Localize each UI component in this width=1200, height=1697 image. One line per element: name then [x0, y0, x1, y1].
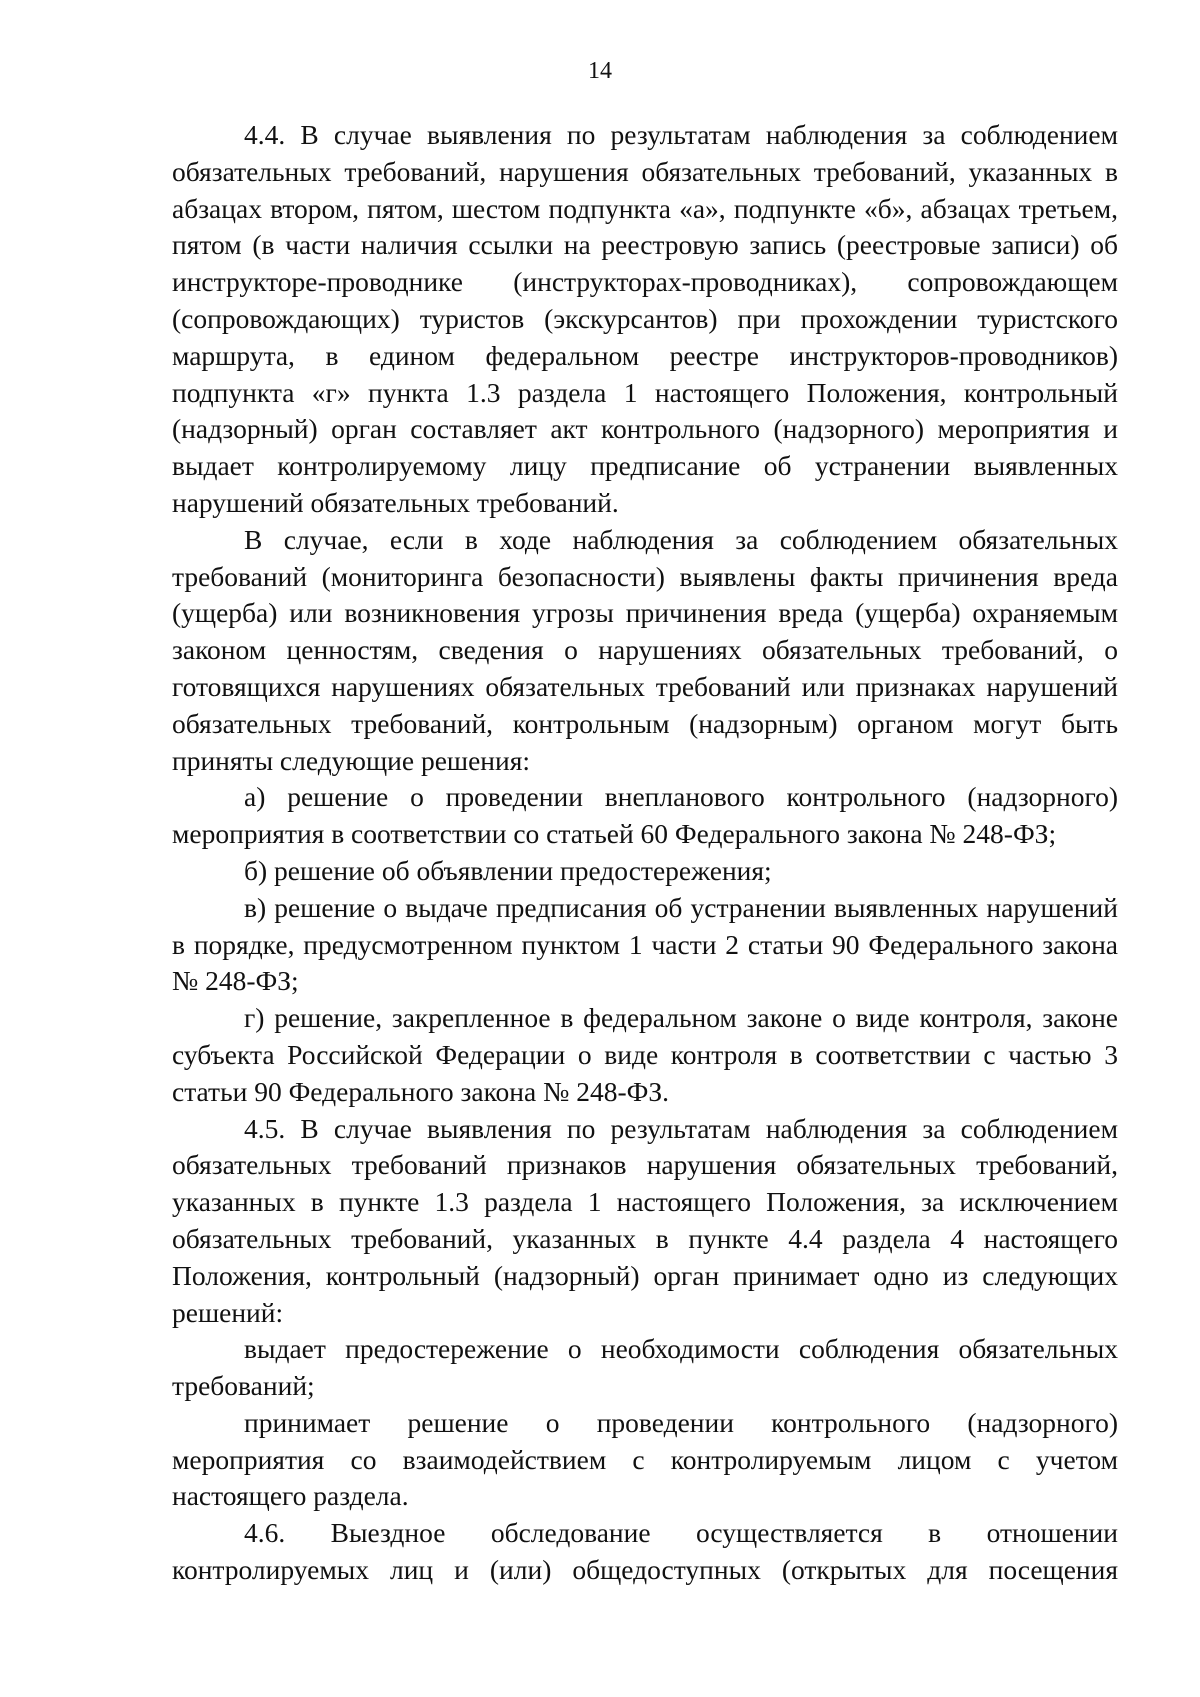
page-number: 14 — [588, 58, 612, 84]
paragraph-4-5: 4.5. В случае выявления по результатам наблюдения за соблюдением обязательных требований признаков нарушения обязательных требований, указанных в пункте 1.3 раздела 1 настоящего Положения, за исключением обязательных требований, указанных в пункте 4.4 раздела 4 настоящего Положения, контрольный (надзорный) орган принимает одно из следующих решений: — [172, 1112, 1118, 1328]
paragraph-control-event: принимает решение о проведении контрольного (надзорного) мероприятия со взаимодействием с контролируемым лицом с учетом настоящего раздела. — [172, 1406, 1118, 1512]
document-body — [172, 117, 1118, 1589]
paragraph-decision-b: б) решение об объявлении предостережения; — [244, 854, 772, 886]
paragraph-monitoring-decisions: В случае, если в ходе наблюдения за соблюдением обязательных требований (мониторинга безопасности) выявлены факты причинения вреда (ущерба) или возникновения угрозы причинения вреда (ущерба) охраняемым законом ценностям, сведения о нарушениях обязательных требований, о готовящихся нарушениях обязательных требований или признаках нарушений обязательных требований, контрольным (надзорным) органом могут быть приняты следующие решения: — [172, 523, 1118, 776]
paragraph-decision-v: в) решение о выдаче предписания об устранении выявленных нарушений в порядке, предусмотренном пунктом 1 части 2 статьи 90 Федерального закона № 248-ФЗ; — [172, 891, 1118, 997]
paragraph-decision-a: а) решение о проведении внепланового контрольного (надзорного) мероприятия в соответствии со статьей 60 Федерального закона № 248-ФЗ; — [172, 781, 1118, 850]
paragraph-warning: выдает предостережение о необходимости соблюдения обязательных требований; — [172, 1333, 1118, 1402]
paragraph-4-4: 4.4. В случае выявления по результатам наблюдения за соблюдением обязательных требований, нарушения обязательных требований, указанных в абзацах втором, пятом, шестом подпункта «а», подпункте «б», абзацах третьем, пятом (в части наличия ссылки на реестровую запись (реестровые записи) об инструкторе-проводнике (инструкторах-проводниках), сопровождающем (сопровождающих) туристов (экскурсантов) при прохождении туристского маршрута, в едином федеральном реестре инструкторов-проводников) подпункта «г» пункта 1.3 раздела 1 настоящего Положения, контрольный (надзорный) орган составляет акт контрольного (надзорного) мероприятия и выдает контролируемому лицу предписание об устранении выявленных нарушений обязательных требований. — [172, 119, 1118, 518]
paragraph-decision-g: г) решение, закрепленное в федеральном законе о виде контроля, законе субъекта Российской Федерации о виде контроля в соответствии с частью 3 статьи 90 Федерального закона № 248-ФЗ. — [172, 1002, 1118, 1107]
paragraph-4-6: 4.6. Выездное обследование осуществляется в отношении контролируемых лиц и (или) общедоступных (открытых для посещения — [172, 1517, 1118, 1586]
